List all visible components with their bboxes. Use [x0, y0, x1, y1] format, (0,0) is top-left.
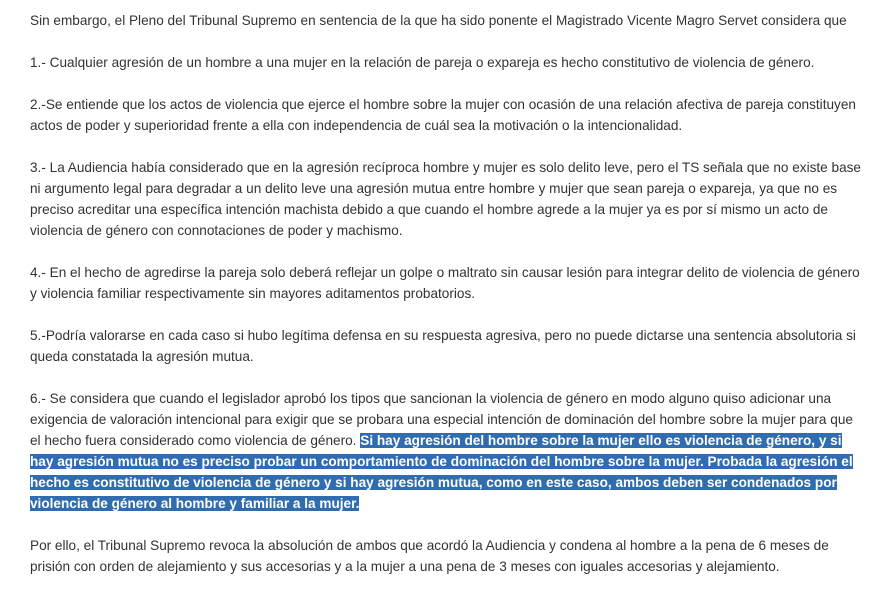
point-2-paragraph: 2.-Se entiende que los actos de violencia que ejerce el hombre sobre la mujer con ocasión de una relación afectiva de pareja constituyen actos de poder y superioridad frente a ella con independencia de cuál sea la motivación o la intencionalidad. [30, 97, 856, 133]
point-3-paragraph: 3.- La Audiencia había considerado que en la agresión recíproca hombre y mujer es solo delito leve, pero el TS señala que no existe base ni argumento legal para degradar a un delito leve una agresión mutua entre hombre y mujer que sean pareja o expareja, ya que no es preciso acreditar una específica intención machista debido a que cuando el hombre agrede a la mujer ya es por sí mismo un acto de violencia de género con connotaciones de poder y machismo. [30, 160, 861, 238]
point-5-paragraph: 5.-Podría valorarse en cada caso si hubo legítima defensa en su respuesta agresiva, pero no puede dictarse una sentencia absolutoria si queda constatada la agresión mutua. [30, 328, 856, 364]
point-6-plain-text: 6.- Se considera que cuando el legislador aprobó los tipos que sancionan la violencia de género en modo alguno quiso adicionar una exigencia de valoración intencional para exigir que se probara una especial intención de dominación del hombre sobre la mujer para que el hecho fuera considerado como violencia de género. [30, 391, 853, 448]
point-1-paragraph: 1.- Cualquier agresión de un hombre a una mujer en la relación de pareja o expareja es hecho constitutivo de violencia de género. [30, 55, 815, 70]
selected-text-highlight[interactable]: Si hay agresión del hombre sobre la mujer ello es violencia de género, y si hay agresión mutua no es preciso probar un comportamiento de dominación del hombre sobre la mujer. Probada la agresión el hecho es constitutivo de violencia de género y si hay agresión mutua, como en este caso, ambos deben ser condenados por violencia de género al hombre y familiar a la mujer. [30, 433, 853, 511]
article-body [30, 10, 866, 598]
point-6-paragraph [30, 388, 866, 514]
conclusion-paragraph: Por ello, el Tribunal Supremo revoca la absolución de ambos que acordó la Audiencia y condena al hombre a la pena de 6 meses de prisión con orden de alejamiento y sus accesorias y a la mujer a una pena de 3 meses con iguales accesorias y alejamiento. [30, 538, 829, 574]
intro-paragraph: Sin embargo, el Pleno del Tribunal Supremo en sentencia de la que ha sido ponente el Magistrado Vicente Magro Servet considera que [30, 13, 847, 28]
point-4-paragraph: 4.- En el hecho de agredirse la pareja solo deberá reflejar un golpe o maltrato sin causar lesión para integrar delito de violencia de género y violencia familiar respectivamente sin mayores aditamentos probatorios. [30, 265, 860, 301]
